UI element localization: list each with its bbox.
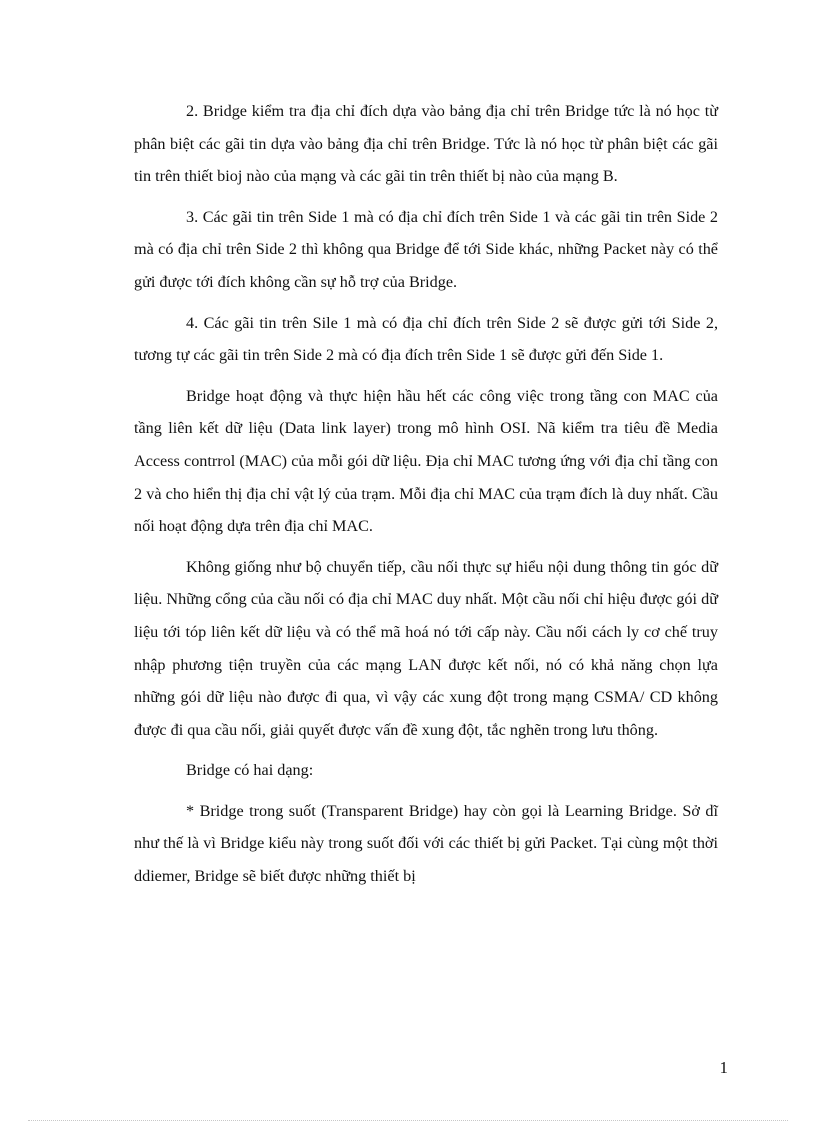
paragraph-item-2: 2. Bridge kiểm tra địa chỉ đích dựa vào bảng địa chỉ trên Bridge tức là nó học từ phân biệt các gãi tin dựa vào bảng địa chỉ trên Bridge. Tức là nó học từ phân biệt các gãi tin trên thiết bioj nào của mạng và các gãi tin trên thiết bị nào của mạng B. bbox=[134, 102, 718, 186]
document-body bbox=[134, 95, 718, 901]
page-number: 1 bbox=[719, 1058, 728, 1077]
paragraph-transparent-bridge: * Bridge trong suốt (Transparent Bridge) hay còn gọi là Learning Bridge. Sở dĩ như thế là vì Bridge kiểu này trong suốt đối với các thiết bị gửi Packet. Tại cùng một thời ddiemer, Bridge sẽ biết được những thiết bị bbox=[134, 801, 718, 886]
paragraph-item-3: 3. Các gãi tin trên Side 1 mà có địa chỉ đích trên Side 1 và các gãi tin trên Side 2 mà có địa chỉ trên Side 2 thì không qua Bridge để tới Side khác, những Packet này có thể gửi được tới đích không cần sự hỗ trợ của Bridge. bbox=[134, 207, 718, 291]
paragraph-item-4: 4. Các gãi tin trên Sile 1 mà có địa chỉ đích trên Side 2 sẽ được gửi tới Side 2, tương tự các gãi tin trên Side 2 mà có địa đích trên Side 1 sẽ được gửi đến Side 1. bbox=[134, 313, 718, 365]
paragraph-bridge-types: Bridge có hai dạng: bbox=[186, 761, 314, 780]
footer-divider bbox=[28, 1120, 788, 1121]
paragraph-bridge-vs-repeater: Không giống như bộ chuyển tiếp, cầu nối thực sự hiểu nội dung thông tin góc dữ liệu. Những cổng của cầu nối có địa chỉ MAC duy nhất. Một cầu nối chỉ hiệu được gói dữ liệu tới tóp liên kết dữ liệu và có thể mã hoá nó tới cấp này. Cầu nối cách ly cơ chế truy nhập phương tiện truyền của các mạng LAN được kết nối, nó có khả năng chọn lựa những gói dữ liệu nào được đi qua, vì vậy các xung đột trong mạng CSMA/ CD không được đi qua cầu nối, giải quyết được vấn đề xung đột, tắc nghẽn trong lưu thông. bbox=[134, 557, 718, 739]
paragraph-bridge-operation: Bridge hoạt động và thực hiện hầu hết các công việc trong tầng con MAC của tầng liên kết dữ liệu (Data link layer) trong mô hình OSI. Nã kiểm tra tiêu đề Media Access contrrol (MAC) của mỗi gói dữ liệu. Địa chỉ MAC tương ứng với địa chỉ tầng con 2 và cho hiển thị địa chỉ vật lý của trạm. Mỗi địa chỉ MAC của trạm đích là duy nhất. Cầu nối hoạt động dựa trên địa chỉ MAC. bbox=[134, 386, 718, 536]
